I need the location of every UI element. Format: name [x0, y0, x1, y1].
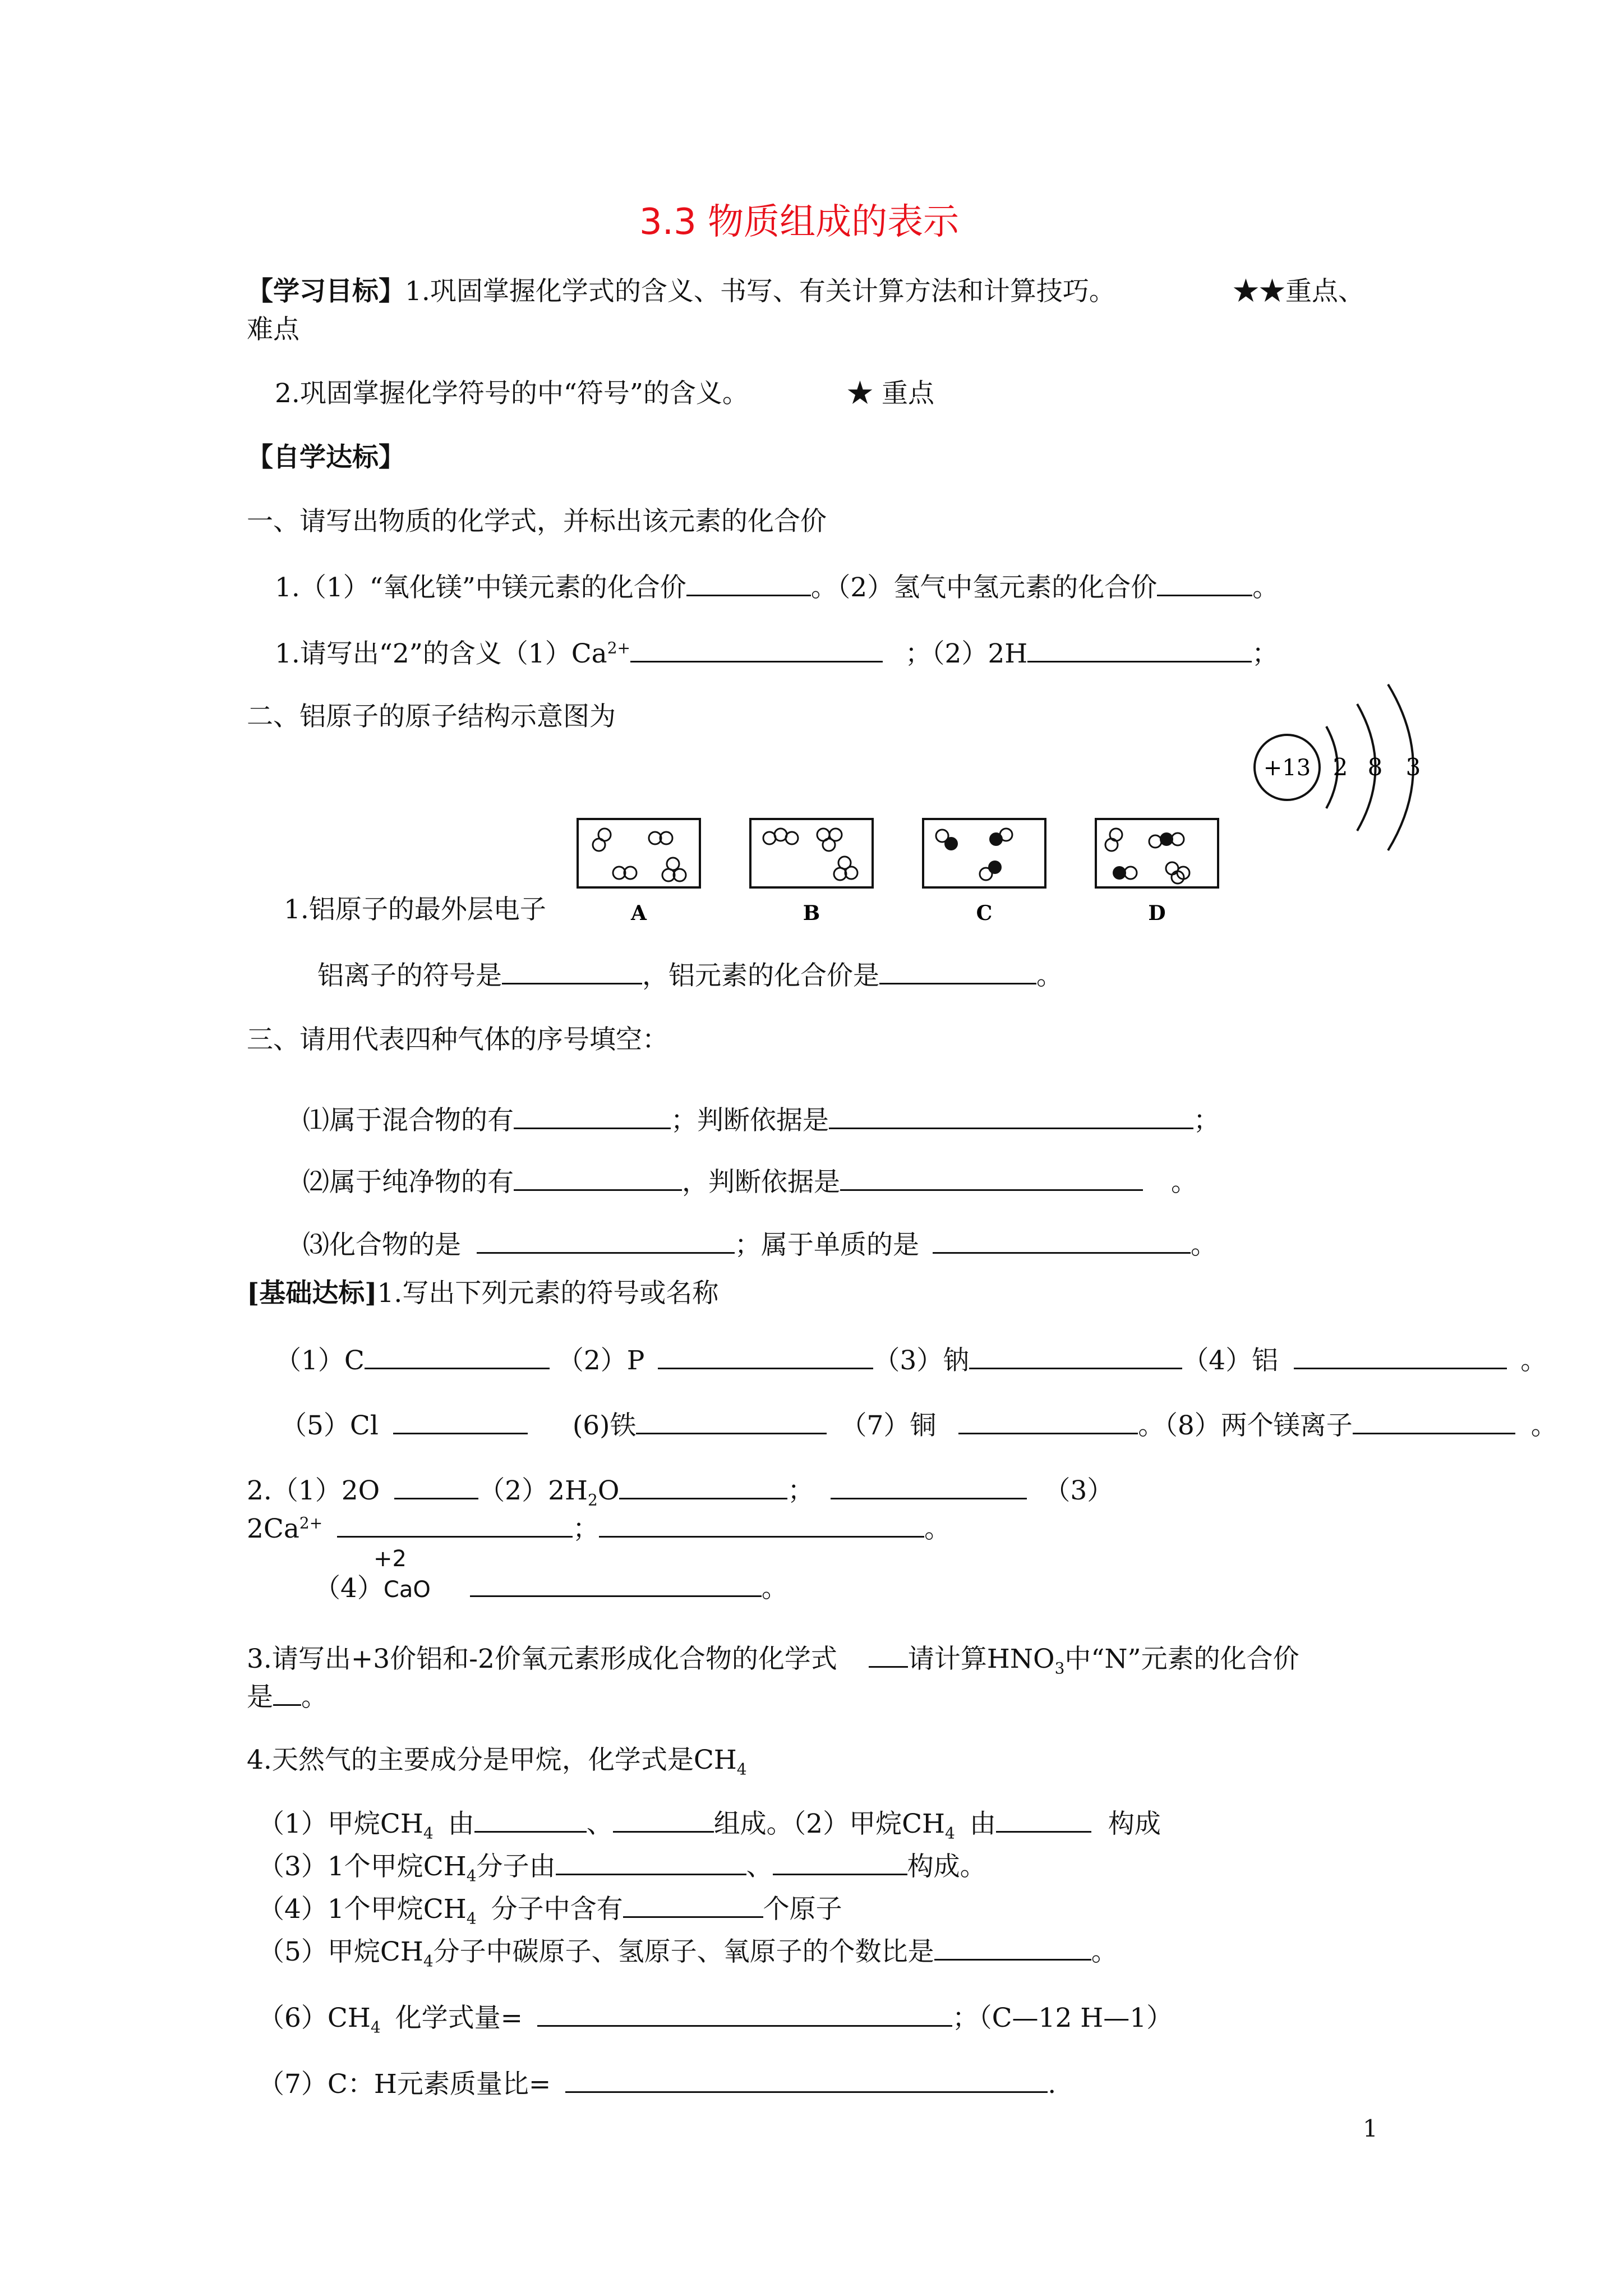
answer-blank[interactable]	[831, 1473, 1027, 1499]
answer-blank[interactable]	[879, 958, 1036, 984]
answer-blank[interactable]	[394, 1473, 478, 1499]
answer-blank[interactable]	[829, 1103, 1193, 1129]
self-study-heading: 【自学达标】	[247, 442, 405, 473]
basic-q4-title: 4.天然气的主要成分是甲烷，化学式是$CH_4$	[247, 1745, 747, 1779]
q3-3-line: ⑶化合物的是 ；属于单质的是 。	[303, 1227, 1217, 1262]
shell-count-1: 2	[1332, 753, 1348, 781]
q4-5-line: （5）甲烷$CH_4$分子中碳原子、氢原子、氧原子的个数比是 。	[258, 1934, 1118, 1969]
answer-blank[interactable]	[474, 1806, 587, 1833]
answer-blank[interactable]	[599, 1511, 924, 1538]
basic-row1: （1）C （2）P （3）钠 （4）铝 。	[275, 1343, 1547, 1378]
basic-row2: （5）Cl (6)铁 （7）铜 。（8）两个镁离子 。	[280, 1408, 1557, 1443]
goals-line1	[247, 275, 1115, 309]
answer-blank[interactable]	[840, 1165, 1143, 1191]
q4-6-line: $(6)CH_4$ 化学式量= ；（C—12 H—1）	[258, 2000, 1173, 2035]
answer-blank[interactable]	[537, 2000, 952, 2027]
basic-q3-line2: 是 。	[247, 1680, 328, 1714]
basic-heading: [基础达标]	[247, 1278, 377, 1309]
shell-count-2: 8	[1367, 753, 1383, 781]
goals-heading: 【学习目标】	[247, 276, 405, 307]
basic-q1-title-line: [基础达标]1.写出下列元素的符号或名称	[247, 1278, 719, 1309]
answer-blank[interactable]	[630, 636, 883, 662]
answer-blank[interactable]	[565, 2067, 1048, 2093]
goals-item1: 1.巩固掌握化学式的含义、书写、有关计算方法和计算技巧。	[405, 276, 1115, 307]
box-a-label: A	[631, 901, 647, 925]
nucleus-charge: +13	[1263, 755, 1311, 781]
goals-item2-tag: ★ 重点	[847, 378, 934, 409]
atom-structure-diagram	[1251, 679, 1441, 864]
answer-blank[interactable]	[273, 1680, 301, 1706]
answer-blank[interactable]	[477, 1227, 735, 1254]
box-b	[750, 819, 873, 925]
q2-2-line: 铝离子的符号是 ，铝元素的化合价是 。	[317, 958, 1063, 993]
q3-2-line: ⑵属于纯净物的有 ，判断依据是 。	[303, 1165, 1197, 1199]
answer-blank[interactable]	[996, 1806, 1091, 1833]
q2-4-line: （4）CaO 。	[314, 1571, 788, 1607]
shell-count-3: 3	[1405, 753, 1421, 781]
box-b-label: B	[803, 901, 820, 925]
answer-blank[interactable]	[502, 958, 642, 984]
box-d	[1096, 819, 1218, 925]
page-title: 3.3 物质组成的表示	[639, 201, 960, 243]
answer-blank[interactable]	[514, 1165, 682, 1191]
goals-item1-tag: ★★重点、	[1233, 276, 1364, 307]
section2-title: 二、铝原子的原子结构示意图为	[247, 701, 616, 732]
answer-blank[interactable]	[636, 1408, 827, 1434]
answer-blank[interactable]	[514, 1103, 671, 1129]
basic-q2-line: 2.（1）2O $(2)2H_2O$ ； （3）	[247, 1473, 1113, 1508]
goals-item1-wrap: 难点	[247, 314, 299, 345]
q4-3-line: （3）1个甲烷$CH_4$分子由 、 构成。	[258, 1849, 986, 1884]
goals-item2: 2.巩固掌握化学符号的中“符号”的含义。	[275, 378, 749, 409]
answer-blank[interactable]	[613, 1806, 714, 1833]
box-c	[923, 819, 1045, 925]
answer-blank[interactable]	[470, 1571, 762, 1597]
q4-4-line: （4）1个甲烷$CH_4$ 分子中含有 个原子	[258, 1892, 842, 1926]
answer-blank[interactable]	[623, 1892, 763, 1918]
answer-blank[interactable]	[365, 1343, 550, 1369]
answer-blank[interactable]	[1027, 636, 1252, 662]
q3-1-line: ⑴属于混合物的有 ；判断依据是 ；	[303, 1103, 1220, 1138]
answer-blank[interactable]	[1294, 1343, 1507, 1369]
box-d-label: D	[1148, 901, 1166, 925]
answer-blank[interactable]	[1157, 570, 1252, 596]
answer-blank[interactable]	[869, 1641, 908, 1668]
q1-line: 1.（1）“氧化镁”中镁元素的化合价 。（2）氢气中氢元素的化合价 。	[275, 570, 1279, 605]
answer-blank[interactable]	[619, 1473, 787, 1499]
answer-blank[interactable]	[658, 1343, 873, 1369]
answer-blank[interactable]	[933, 1227, 1191, 1254]
answer-blank[interactable]	[686, 570, 811, 596]
q1b-line: 1.请写出“2”的含义$(1)Ca^{2+}$ ；（2）2H ；	[275, 636, 1278, 671]
section1-title: 一、请写出物质的化学式，并标出该元素的化合价	[247, 506, 827, 537]
q4-1-line: （1）甲烷$CH_4$ 由 、 组成。（2）甲烷$CH_4$ 由 构成	[258, 1806, 1161, 1841]
box-a	[578, 819, 700, 925]
answer-blank[interactable]	[969, 1343, 1182, 1369]
basic-q2-line2: $2Ca^{2+}$ ； 。	[247, 1511, 951, 1546]
answer-blank[interactable]	[556, 1849, 746, 1875]
gas-boxes-figure	[572, 813, 1234, 931]
basic-q3-line: 3.请写出+3价铝和-2价氧元素形成化合物的化学式 请计算$HNO_3$中“N”元素的化合价	[247, 1641, 1299, 1676]
valence-mark: +2	[374, 1546, 407, 1572]
answer-blank[interactable]	[393, 1408, 528, 1434]
q2-1: 1.铝原子的最外层电子	[284, 894, 546, 925]
answer-blank[interactable]	[1353, 1408, 1515, 1434]
answer-blank[interactable]	[773, 1849, 907, 1875]
page-number: 1	[1363, 2115, 1378, 2142]
box-c-label: C	[976, 901, 993, 925]
answer-blank[interactable]	[337, 1511, 573, 1538]
section3-title: 三、请用代表四种气体的序号填空：	[247, 1024, 668, 1055]
q4-7-line: （7）C：H元素质量比= .	[258, 2067, 1056, 2101]
answer-blank[interactable]	[958, 1408, 1138, 1434]
answer-blank[interactable]	[934, 1934, 1091, 1961]
